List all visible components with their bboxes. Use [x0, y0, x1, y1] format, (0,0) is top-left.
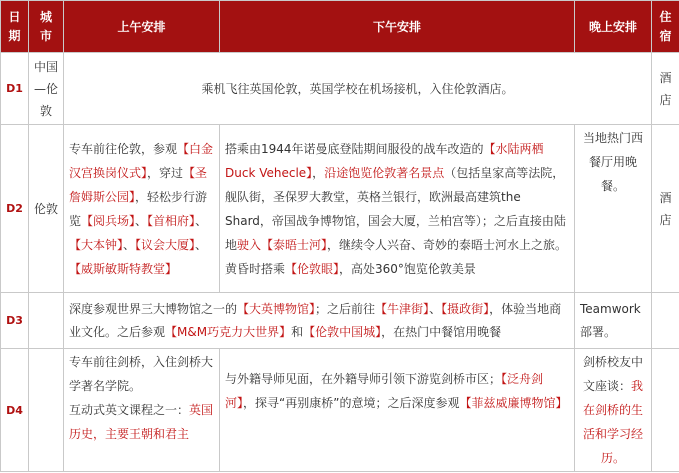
- city-cell: 中国—伦敦: [29, 53, 64, 125]
- highlight: 【大本钟】: [69, 237, 124, 252]
- stay-cell: 酒店: [652, 53, 679, 125]
- highlight: 【牛津街】: [375, 301, 430, 316]
- day-label: D2: [1, 125, 29, 293]
- highlight: 【威斯敏斯特教堂】: [69, 261, 178, 276]
- highlight: 【首相府】: [147, 213, 196, 228]
- highlight: 【摄政街】: [441, 301, 490, 316]
- d3-evening: Teamwork部署。: [575, 293, 652, 349]
- highlight: 我在剑桥的生活和学习经历。: [582, 379, 644, 465]
- header-day: 日期: [1, 1, 29, 53]
- highlight: 【议会大厦】: [135, 237, 196, 252]
- highlight: 【菲兹威廉博物馆】: [459, 396, 568, 410]
- city-cell: [29, 349, 64, 472]
- header-stay: 住宿: [652, 1, 679, 53]
- d2-evening: 当地热门西餐厅用晚餐。: [575, 125, 652, 293]
- city-cell: 伦敦: [29, 125, 64, 293]
- highlight: 【阅兵场】: [81, 213, 136, 228]
- day-label: D1: [1, 53, 29, 125]
- header-row: [1, 1, 679, 53]
- d4-evening: 剑桥校友中文座谈：我在剑桥的生活和学习经历。: [575, 349, 652, 472]
- day-label: D4: [1, 349, 29, 472]
- d4-afternoon: 与外籍导师见面，在外籍导师引领下游览剑桥市区；【泛舟剑河】，探寻“再别康桥”的意境；之后深度参观【菲兹威廉博物馆】: [220, 349, 575, 472]
- highlight: 驶入【泰晤士河】: [237, 237, 328, 252]
- row-d3: [1, 293, 679, 349]
- row-d1: [1, 53, 679, 125]
- stay-cell: [652, 293, 679, 349]
- d3-description: 深度参观世界三大博物馆之一的【大英博物馆】；之后前往【牛津街】、【摄政街】，体验当地商业文化。之后参观【M&M巧克力大世界】和【伦敦中国城】，在热门中餐馆用晚餐: [64, 293, 575, 349]
- highlight: 英国历史，主要王朝和君主: [69, 403, 214, 441]
- header-evening: 晚上安排: [575, 1, 652, 53]
- stay-cell: 酒店: [652, 125, 679, 293]
- highlight: 【伦敦眼】: [285, 261, 340, 276]
- header-city: 城市: [29, 1, 64, 53]
- highlight: 沿途饱览伦敦著名景点: [324, 165, 445, 180]
- highlight: 【M&M巧克力大世界】: [165, 324, 292, 339]
- highlight: 【圣詹姆斯公园】: [69, 165, 208, 204]
- header-afternoon: 下午安排: [220, 1, 575, 53]
- highlight: 【白金汉宫换岗仪式】: [69, 141, 214, 180]
- d4-morning: 专车前往剑桥，入住剑桥大学著名学院。 互动式英文课程之一：英国历史，主要王朝和君主: [64, 349, 220, 472]
- city-cell: [29, 293, 64, 349]
- highlight: 【水陆两栖Duck Vehecle】: [225, 141, 544, 180]
- highlight: 【大英博物馆】: [237, 301, 316, 316]
- header-morning: 上午安排: [64, 1, 220, 53]
- d2-morning: 专车前往伦敦，参观【白金汉宫换岗仪式】，穿过【圣詹姆斯公园】，轻松步行游览【阅兵场】、【首相府】、【大本钟】、【议会大厦】、【威斯敏斯特教堂】: [64, 125, 220, 293]
- highlight: 【泛舟剑河】: [225, 372, 544, 410]
- day-label: D3: [1, 293, 29, 349]
- row-d2: [1, 125, 679, 293]
- highlight: 【伦敦中国城】: [303, 324, 382, 339]
- d1-description: 乘机飞往英国伦敦，英国学校在机场接机，入住伦敦酒店。: [64, 53, 652, 125]
- row-d4: [1, 349, 679, 472]
- stay-cell: [652, 349, 679, 472]
- d2-afternoon: 搭乘由1944年诺曼底登陆期间服役的战车改造的【水陆两栖Duck Vehecle】，沿途饱览伦敦著名景点（包括皇家高等法院，舰队街，圣保罗大教堂，英格兰银行，欧洲最高建筑the Shard，帝国战争博物馆，国会大厦，兰柏宫等）；之后直接由陆地驶入【泰晤士河】，继续令人兴奋、奇妙的泰晤士河水上之旅。黄昏时搭乘【伦敦眼】，高处360°饱览伦敦美景: [220, 125, 575, 293]
